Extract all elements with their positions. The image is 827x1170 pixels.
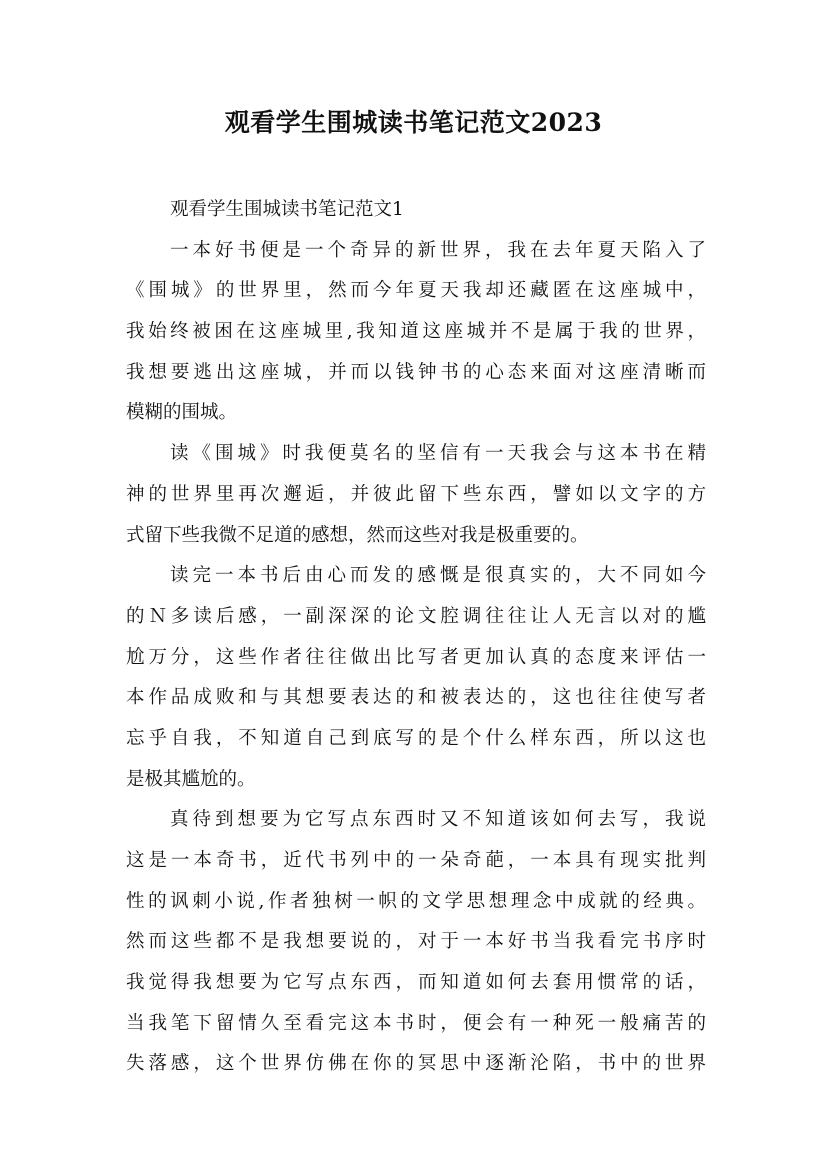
text-line: 我始终被困在这座城里,我知道这座城并不是属于我的世界， xyxy=(126,321,706,343)
text-line: 模糊的围城。 xyxy=(126,402,238,424)
text-line: 本作品成败和与其想要表达的和被表达的，这也往往使写者 xyxy=(126,687,706,709)
document-body xyxy=(126,190,706,1085)
text-line: 《围城》的世界里，然而今年夏天我却还藏匿在这座城中， xyxy=(126,280,706,302)
text-line: 读《围城》时我便莫名的坚信有一天我会与这本书在精 xyxy=(170,443,706,465)
text-line: 神的世界里再次邂逅，并彼此留下些东西，譬如以文字的方 xyxy=(126,483,706,505)
text-line: 我觉得我想要为它写点东西，而知道如何去套用惯常的话， xyxy=(126,972,706,994)
text-line: 一本好书便是一个奇异的新世界，我在去年夏天陷入了 xyxy=(170,239,706,261)
text-line: 忘乎自我，不知道自己到底写的是个什么样东西，所以这也 xyxy=(126,727,706,749)
text-line: 真待到想要为它写点东西时又不知道该如何去写，我说 xyxy=(170,809,706,831)
text-line: 的Ｎ多读后感，一副深深的论文腔调往往让人无言以对的尴 xyxy=(126,605,706,627)
text-line: 式留下些我微不足道的感想，然而这些对我是极重要的。 xyxy=(126,524,589,546)
text-line: 这是一本奇书，近代书列中的一朵奇葩，一本具有现实批判 xyxy=(126,850,706,871)
text-line: 然而这些都不是我想要说的，对于一本好书当我看完书序时 xyxy=(126,931,706,953)
text-line: 是极其尴尬的。 xyxy=(126,768,256,790)
text-line: 失落感，这个世界仿佛在你的冥思中逐渐沦陷，书中的世界 xyxy=(126,1053,706,1075)
document-title: 观看学生围城读书笔记范文2023 xyxy=(224,108,603,137)
text-line: 我想要逃出这座城，并而以钱钟书的心态来面对这座清晰而 xyxy=(126,361,706,383)
text-line: 读完一本书后由心而发的感慨是很真实的，大不同如今 xyxy=(170,565,706,587)
text-line: 当我笔下留情久至看完这本书时，便会有一种死一般痛苦的 xyxy=(126,1012,706,1034)
text-line: 尬万分，这些作者往往做出比写者更加认真的态度来评估一 xyxy=(126,646,706,668)
text-line: 性的讽刺小说,作者独树一帜的文学思想理念中成就的经典。 xyxy=(126,890,706,912)
text-line: 观看学生围城读书笔记范文1 xyxy=(170,199,404,220)
